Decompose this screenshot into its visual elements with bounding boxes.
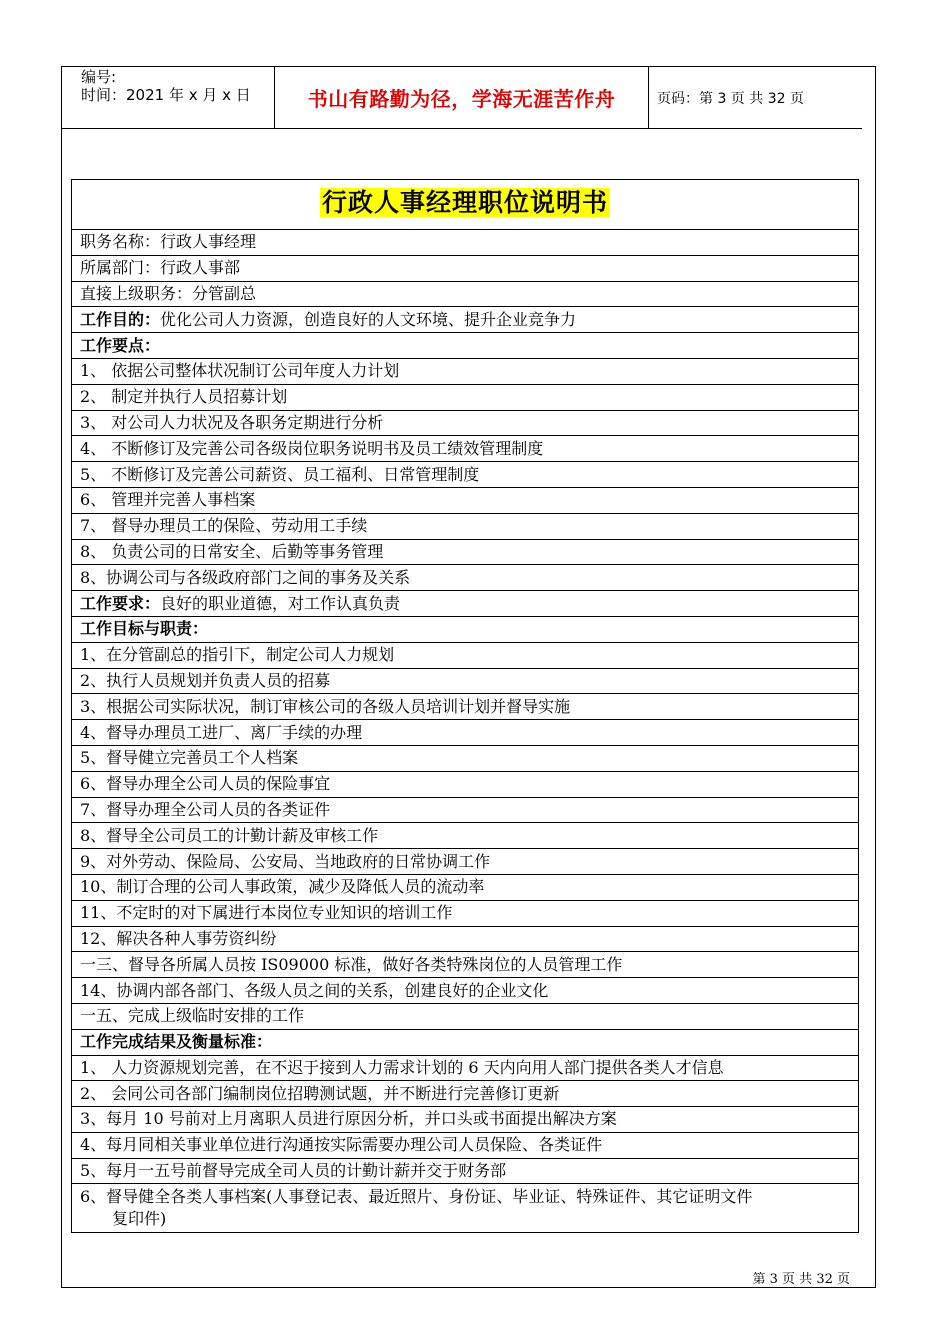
document-title: 行政人事经理职位说明书 <box>321 188 608 217</box>
list-item: 2、执行人员规划并负责人员的招募 <box>72 668 859 694</box>
list-item: 6、督导办理全公司人员的保险事宜 <box>72 771 859 797</box>
duties-label: 工作目标与职责： <box>80 619 209 639</box>
list-item: 一五、完成上级临时安排的工作 <box>72 1003 859 1029</box>
list-item: 5、督导健立完善员工个人档案 <box>72 745 859 771</box>
purpose-label: 工作目的： <box>80 309 161 329</box>
keypoints-label: 工作要点： <box>80 335 161 355</box>
number-label: 编号: <box>81 68 117 86</box>
list-item: 2、 会同公司各部门编制岗位招聘测试题，并不断进行完善修订更新 <box>72 1081 859 1107</box>
job-description-table <box>71 179 859 1233</box>
duties-heading <box>72 616 859 642</box>
purpose-row <box>72 307 859 333</box>
list-item: 8、协调公司与各级政府部门之间的事务及关系 <box>72 565 859 591</box>
list-item: 4、督导办理员工进厂、离厂手续的办理 <box>72 720 859 746</box>
list-item: 7、督导办理全公司人员的各类证件 <box>72 797 859 823</box>
list-item: 3、 对公司人力状况及各职务定期进行分析 <box>72 410 859 436</box>
list-item: 5、 不断修订及完善公司薪资、员工福利、日常管理制度 <box>72 462 859 488</box>
results-label: 工作完成结果及衡量标准： <box>80 1032 273 1052</box>
page-header <box>61 66 862 129</box>
list-item: 11、不定时的对下属进行本岗位专业知识的培训工作 <box>72 900 859 926</box>
list-item: 1、在分管副总的指引下，制定公司人力规划 <box>72 642 859 668</box>
list-item <box>72 1184 859 1233</box>
list-item: 6、 管理并完善人事档案 <box>72 487 859 513</box>
list-item: 2、 制定并执行人员招募计划 <box>72 384 859 410</box>
list-item: 12、解决各种人事劳资纠纷 <box>72 926 859 952</box>
results-heading <box>72 1029 859 1055</box>
header-divider <box>648 66 649 129</box>
list-item: 7、 督导办理员工的保险、劳动用工手续 <box>72 513 859 539</box>
header-meta <box>81 68 251 104</box>
header-motto: 书山有路勤为径，学海无涯苦作舟 <box>307 87 616 111</box>
supervisor: 直接上级职务：分管副总 <box>72 281 859 307</box>
list-item: 5、每月一五号前督导完成全司人员的计勤计薪并交于财务部 <box>72 1158 859 1184</box>
list-item: 14、协调内部各部门、各级人员之间的关系，创建良好的企业文化 <box>72 978 859 1004</box>
list-item: 10、制订合理的公司人事政策，减少及降低人员的流动率 <box>72 874 859 900</box>
department: 所属部门：行政人事部 <box>72 255 859 281</box>
list-item: 3、根据公司实际状况，制订审核公司的各级人员培训计划并督导实施 <box>72 694 859 720</box>
requirement-text: 良好的职业道德，对工作认真负责 <box>160 593 401 613</box>
list-item: 4、每月同相关事业单位进行沟通按实际需要办理公司人员保险、各类证件 <box>72 1132 859 1158</box>
list-item: 1、 依据公司整体状况制订公司年度人力计划 <box>72 358 859 384</box>
result-last-line1: 6、督导健全各类人事档案(人事登记表、最近照片、身份证、毕业证、特殊证件、其它证明文件 <box>80 1187 753 1207</box>
time-label: 时间：2021 年 x 月 x 日 <box>81 86 251 104</box>
document-title-cell <box>72 180 859 230</box>
keypoints-heading <box>72 333 859 359</box>
list-item: 4、 不断修订及完善公司各级岗位职务说明书及员工绩效管理制度 <box>72 436 859 462</box>
result-last-line2: 复印件) <box>112 1209 167 1229</box>
list-item: 9、对外劳动、保险局、公安局、当地政府的日常协调工作 <box>72 849 859 875</box>
header-page-info: 页码：第 3 页 共 32 页 <box>657 90 804 107</box>
list-item: 一三、督导各所属人员按 IS09000 标准，做好各类特殊岗位的人员管理工作 <box>72 952 859 978</box>
list-item: 1、 人力资源规划完善，在不迟于接到人力需求计划的 6 天内向用人部门提供各类人才信息 <box>72 1055 859 1081</box>
footer-page-info: 第 3 页 共 32 页 <box>752 1272 850 1287</box>
job-name: 职务名称：行政人事经理 <box>72 230 859 256</box>
list-item: 3、每月 10 号前对上月离职人员进行原因分析，并口头或书面提出解决方案 <box>72 1107 859 1133</box>
list-item: 8、督导全公司员工的计勤计薪及审核工作 <box>72 823 859 849</box>
purpose-text: 优化公司人力资源，创造良好的人文环境、提升企业竞争力 <box>160 309 577 329</box>
requirement-label: 工作要求： <box>80 593 161 613</box>
requirement-row <box>72 591 859 617</box>
list-item: 8、 负责公司的日常安全、后勤等事务管理 <box>72 539 859 565</box>
